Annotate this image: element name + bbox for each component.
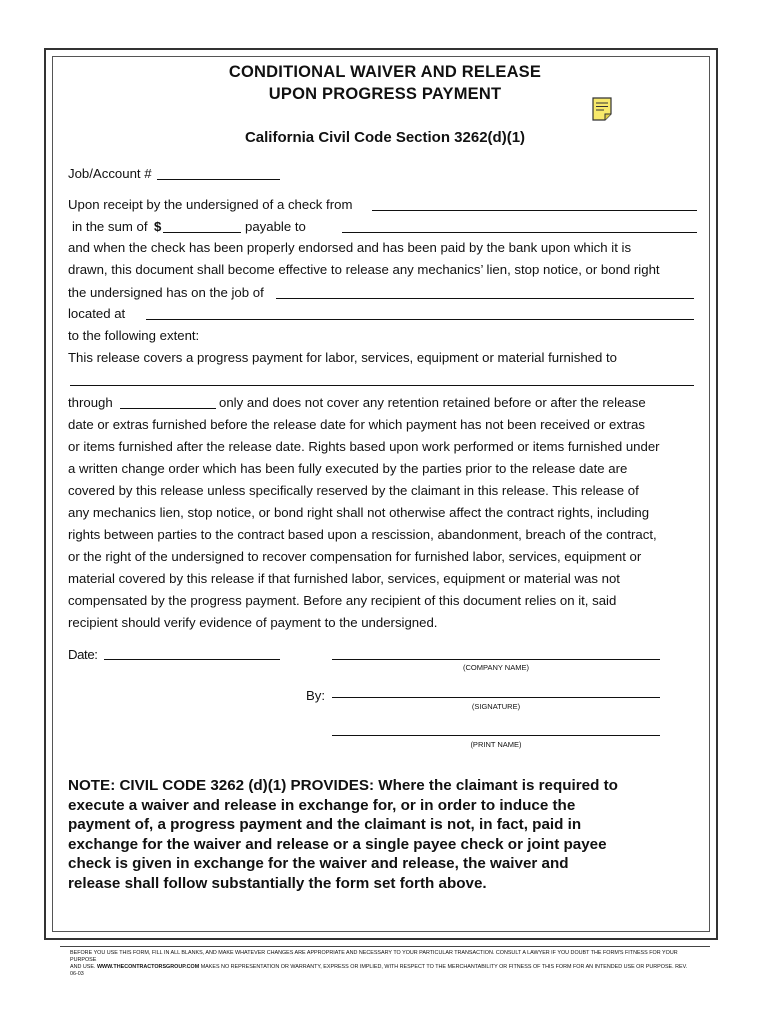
job-label: the undersigned has on the job of [68, 285, 264, 300]
footer-rule [60, 946, 710, 947]
body-line: date or extras furnished before the release date for which payment has not been received or extras [68, 417, 645, 432]
signature-field[interactable] [332, 697, 660, 698]
footer-line2 [70, 964, 690, 978]
footer-line1: BEFORE YOU USE THIS FORM, FILL IN ALL BLANKS, AND MAKE WHATEVER CHANGES ARE APPROPRIATE AND NECESSARY TO YOUR PARTICULAR TRANSACTION. CONSULT A LAWYER IF YOU DOUBT THE FORM'S FITNESS FOR YOUR PURPOSE [70, 950, 678, 963]
company-name-caption: (COMPANY NAME) [463, 663, 529, 672]
company-name-field[interactable] [332, 659, 660, 660]
body-line: or the right of the undersigned to recover compensation for furnished labor, services, equipment or [68, 549, 642, 564]
job-account-label: Job/Account # [68, 166, 152, 181]
note-line: execute a waiver and release in exchange for, or in order to induce the [68, 796, 576, 814]
form-title-line1: CONDITIONAL WAIVER AND RELEASE [228, 63, 542, 81]
body-line: material covered by this release if that furnished labor, services, equipment or material was not [68, 571, 620, 586]
receipt-label: Upon receipt by the undersigned of a check from [68, 197, 353, 212]
located-label: located at [68, 306, 126, 321]
body-line: a written change order which has been fully executed by the parties prior to the release date are [68, 461, 628, 476]
body-line: recipient should verify evidence of payment to the undersigned. [68, 615, 438, 630]
print-name-caption: (PRINT NAME) [470, 740, 522, 749]
by-label: By: [306, 688, 326, 703]
body-line: compensated by the progress payment. Before any recipient of this document relies on it, said [68, 593, 617, 608]
print-name-field[interactable] [332, 735, 660, 736]
form-subtitle: California Civil Code Section 3262(d)(1) [244, 129, 526, 146]
note-line: NOTE: CIVIL CODE 3262 (d)(1) PROVIDES: Where the claimant is required to [68, 777, 618, 794]
note-line: exchange for the waiver and release or a single payee check or joint payee [68, 835, 607, 853]
notepad-icon[interactable] [592, 97, 612, 121]
date-label: Date: [68, 647, 98, 662]
date-field[interactable] [104, 659, 280, 660]
extent-text: to the following extent: [68, 328, 200, 343]
job-account-field[interactable] [157, 179, 280, 180]
form-title-line2: UPON PROGRESS PAYMENT [268, 85, 502, 103]
note-line: check is given in exchange for the waiver and release, the waiver and [68, 855, 569, 873]
footer-rest: MAKES NO REPRESENTATION OR WARRANTY, EXPRESS OR IMPLIED, WITH RESPECT TO THE MERCHANTABILITY OR FITNESS OF THIS FORM FOR AN INTENDED USE OR PURPOSE. REV. 06-03 [70, 964, 688, 977]
para1-line1: and when the check has been properly endorsed and has been paid by the bank upon which it is [68, 240, 632, 255]
through-label: through [68, 395, 113, 410]
payable-to-field[interactable] [342, 232, 697, 233]
job-field[interactable] [276, 298, 694, 299]
footer-site-link[interactable]: WWW.THECONTRACTORSGROUP.COM [96, 964, 200, 970]
body-line: covered by this release unless specifically reserved by the claimant in this release. This release of [68, 483, 639, 498]
check-from-field[interactable] [372, 210, 697, 211]
through-rest-text: only and does not cover any retention retained before or after the release [219, 395, 646, 410]
body-line: or items furnished after the release date. Rights based upon work performed or items furnished under [68, 439, 660, 454]
body-line: any mechanics lien, stop notice, or bond right shall not otherwise affect the contract rights, including [68, 505, 650, 520]
sum-label: in the sum of [72, 219, 148, 234]
note-line: payment of, a progress payment and the claimant is not, in fact, paid in [68, 816, 582, 834]
through-date-field[interactable] [120, 408, 216, 409]
note-line: release shall follow substantially the form set forth above. [68, 874, 487, 892]
sum-field[interactable] [163, 232, 241, 233]
footer-prefix: AND USE. [70, 964, 96, 970]
body-line: rights between parties to the contract based upon a rescission, abandonment, breach of the contract, [68, 527, 657, 542]
covers-text: This release covers a progress payment for labor, services, equipment or material furnished to [68, 350, 617, 365]
payable-label: payable to [245, 219, 306, 234]
signature-caption: (SIGNATURE) [471, 702, 521, 711]
para1-line2: drawn, this document shall become effective to release any mechanics’ lien, stop notice, or bond right [68, 262, 660, 277]
dollar-sign: $ [154, 219, 162, 234]
furnished-to-field[interactable] [70, 385, 694, 386]
location-field[interactable] [146, 319, 694, 320]
footer-disclaimer [70, 950, 690, 978]
civil-code-note [68, 776, 708, 894]
